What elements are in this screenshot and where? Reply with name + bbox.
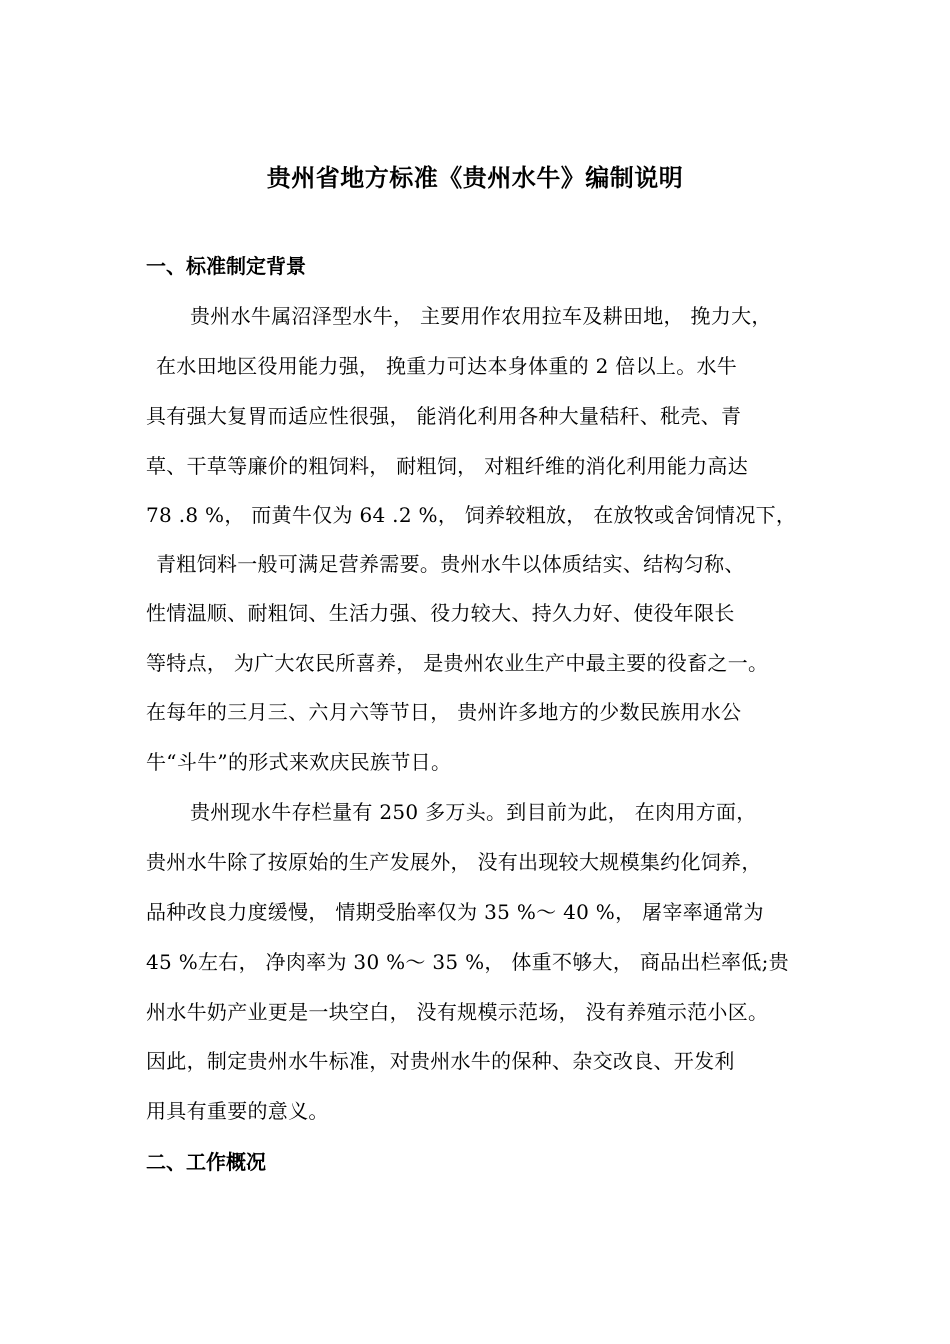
paragraph-line: 45 %左右， 净肉率为 30 %～ 35 %， 体重不够大， 商品出栏率低;贵 xyxy=(146,950,789,974)
paragraph-line: 因此，制定贵州水牛标准，对贵州水牛的保种、杂交改良、开发利 xyxy=(146,1049,735,1073)
paragraph-line: 青粗饲料一般可满足营养需要。贵州水牛以体质结实、结构匀称、 xyxy=(156,552,745,576)
paragraph-line: 性情温顺、耐粗饲、生活力强、役力较大、持久力好、使役年限长 xyxy=(146,601,735,625)
paragraph-line: 78 .8 %， 而黄牛仅为 64 .2 %， 饲养较粗放， 在放牧或舍饲情况下， xyxy=(146,503,797,527)
paragraph-line: 州水牛奶产业更是一块空白， 没有规模示范场， 没有养殖示范小区。 xyxy=(146,1000,769,1024)
paragraph-line: 在水田地区役用能力强， 挽重力可达本身体重的 2 倍以上。水牛 xyxy=(156,354,738,378)
paragraph-line: 用具有重要的意义。 xyxy=(146,1099,329,1123)
paragraph-line: 草、干草等廉价的粗饲料， 耐粗饲， 对粗纤维的消化利用能力高达 xyxy=(146,454,749,478)
section-heading-overview: 二、工作概况 xyxy=(146,1150,266,1174)
paragraph-line: 贵州现水牛存栏量有 250 多万头。到目前为此， 在肉用方面， xyxy=(190,800,757,824)
paragraph-line: 在每年的三月三、六月六等节日， 贵州许多地方的少数民族用水公 xyxy=(146,700,742,724)
paragraph-line: 等特点， 为广大农民所喜养， 是贵州农业生产中最主要的役畜之一。 xyxy=(146,651,769,675)
paragraph-line: 贵州水牛属沼泽型水牛， 主要用作农用拉车及耕田地， 挽力大， xyxy=(190,304,772,328)
section-heading-background: 一、标准制定背景 xyxy=(146,254,306,278)
paragraph-line: 具有强大复胃而适应性很强， 能消化利用各种大量秸秆、秕壳、青 xyxy=(146,404,742,428)
paragraph-line: 品种改良力度缓慢， 情期受胎率仅为 35 %～ 40 %， 屠宰率通常为 xyxy=(146,900,764,924)
paragraph-line: 贵州水牛除了按原始的生产发展外， 没有出现较大规模集约化饲养， xyxy=(146,850,762,874)
paragraph-line: 牛“斗牛”的形式来欢庆民族节日。 xyxy=(146,750,452,774)
document-title: 贵州省地方标准《贵州水牛》编制说明 xyxy=(266,164,684,192)
